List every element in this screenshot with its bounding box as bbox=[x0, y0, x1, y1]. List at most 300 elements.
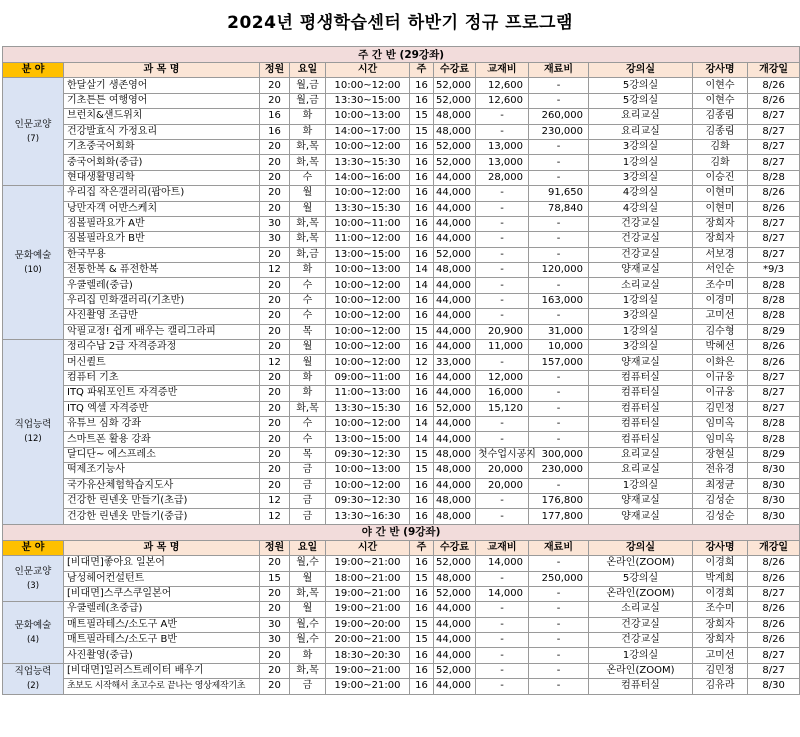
subject-cell: 기초중국어회화 bbox=[64, 139, 260, 154]
category-cell bbox=[3, 78, 64, 186]
tuition-cell: 52,000 bbox=[434, 139, 476, 154]
start-date-cell: 8/30 bbox=[748, 509, 800, 524]
capacity-cell: 20 bbox=[260, 679, 290, 694]
days-cell: 월,금 bbox=[290, 78, 326, 93]
days-cell: 월 bbox=[290, 602, 326, 617]
capacity-cell: 12 bbox=[260, 509, 290, 524]
time-cell: 13:30~15:30 bbox=[326, 401, 410, 416]
days-cell: 수 bbox=[290, 170, 326, 185]
classroom-cell: 요리교실 bbox=[589, 109, 693, 124]
page-title: 2024년 평생학습센터 하반기 정규 프로그램 bbox=[227, 13, 573, 33]
capacity-cell: 20 bbox=[260, 247, 290, 262]
column-header: 수강료 bbox=[434, 63, 476, 78]
tuition-cell: 44,000 bbox=[434, 602, 476, 617]
table-row bbox=[3, 232, 800, 247]
textbook-fee-cell: - bbox=[476, 602, 529, 617]
days-cell: 월,금 bbox=[290, 93, 326, 108]
classroom-cell: 1강의실 bbox=[589, 478, 693, 493]
column-header: 요일 bbox=[290, 63, 326, 78]
tuition-cell: 44,000 bbox=[434, 478, 476, 493]
tuition-cell: 48,000 bbox=[434, 463, 476, 478]
start-date-cell: 8/27 bbox=[748, 216, 800, 231]
table-row bbox=[3, 571, 800, 586]
days-cell: 화,목 bbox=[290, 139, 326, 154]
days-cell: 화,금 bbox=[290, 247, 326, 262]
table-row bbox=[3, 586, 800, 601]
classroom-cell: 3강의실 bbox=[589, 309, 693, 324]
tuition-cell: 44,000 bbox=[434, 648, 476, 663]
instructor-cell: 김성순 bbox=[693, 509, 748, 524]
textbook-fee-cell: 20,900 bbox=[476, 324, 529, 339]
weeks-cell: 16 bbox=[410, 216, 434, 231]
tuition-cell: 48,000 bbox=[434, 571, 476, 586]
time-cell: 18:00~21:00 bbox=[326, 571, 410, 586]
start-date-cell: 8/26 bbox=[748, 93, 800, 108]
weeks-cell: 16 bbox=[410, 370, 434, 385]
table-row bbox=[3, 293, 800, 308]
classroom-cell: 4강의실 bbox=[589, 201, 693, 216]
tuition-cell: 48,000 bbox=[434, 509, 476, 524]
start-date-cell: 8/27 bbox=[748, 370, 800, 385]
subject-cell: 유튜브 심화 강좌 bbox=[64, 416, 260, 431]
time-cell: 19:00~21:00 bbox=[326, 586, 410, 601]
subject-cell: 스마트폰 활용 강좌 bbox=[64, 432, 260, 447]
capacity-cell: 20 bbox=[260, 201, 290, 216]
subject-cell: 짐볼필라요가 B반 bbox=[64, 232, 260, 247]
capacity-cell: 30 bbox=[260, 216, 290, 231]
classroom-cell: 컴퓨터실 bbox=[589, 386, 693, 401]
days-cell: 월 bbox=[290, 571, 326, 586]
table-row bbox=[3, 124, 800, 139]
material-fee-cell: - bbox=[529, 386, 589, 401]
subject-cell: 기초튼튼 여행영어 bbox=[64, 93, 260, 108]
tuition-cell: 44,000 bbox=[434, 201, 476, 216]
weeks-cell: 16 bbox=[410, 386, 434, 401]
capacity-cell: 20 bbox=[260, 293, 290, 308]
tuition-cell: 44,000 bbox=[434, 679, 476, 694]
weeks-cell: 15 bbox=[410, 571, 434, 586]
textbook-fee-cell: - bbox=[476, 633, 529, 648]
instructor-cell: 장희자 bbox=[693, 633, 748, 648]
instructor-cell: 장희자 bbox=[693, 232, 748, 247]
textbook-fee-cell: 14,000 bbox=[476, 586, 529, 601]
days-cell: 수 bbox=[290, 432, 326, 447]
table-row bbox=[3, 201, 800, 216]
weeks-cell: 16 bbox=[410, 401, 434, 416]
textbook-fee-cell: 12,600 bbox=[476, 78, 529, 93]
material-fee-cell: - bbox=[529, 663, 589, 678]
subject-cell: [비대면]좋아요 일본어 bbox=[64, 556, 260, 571]
time-cell: 10:00~12:00 bbox=[326, 416, 410, 431]
time-cell: 10:00~13:00 bbox=[326, 109, 410, 124]
column-header: 분 야 bbox=[3, 540, 64, 555]
classroom-cell: 컴퓨터실 bbox=[589, 679, 693, 694]
material-fee-cell: 78,840 bbox=[529, 201, 589, 216]
textbook-fee-cell: - bbox=[476, 663, 529, 678]
capacity-cell: 20 bbox=[260, 386, 290, 401]
capacity-cell: 20 bbox=[260, 139, 290, 154]
material-fee-cell: - bbox=[529, 78, 589, 93]
classroom-cell: 5강의실 bbox=[589, 93, 693, 108]
material-fee-cell: - bbox=[529, 401, 589, 416]
weeks-cell: 16 bbox=[410, 679, 434, 694]
subject-cell: 한달살기 생존영어 bbox=[64, 78, 260, 93]
days-cell: 화 bbox=[290, 648, 326, 663]
textbook-fee-cell: - bbox=[476, 109, 529, 124]
subject-cell: 남성헤어컨설턴트 bbox=[64, 571, 260, 586]
tuition-cell: 52,000 bbox=[434, 401, 476, 416]
classroom-cell: 컴퓨터실 bbox=[589, 416, 693, 431]
material-fee-cell: 10,000 bbox=[529, 340, 589, 355]
textbook-fee-cell: - bbox=[476, 355, 529, 370]
classroom-cell: 5강의실 bbox=[589, 571, 693, 586]
tuition-cell: 52,000 bbox=[434, 663, 476, 678]
classroom-cell: 온라인(ZOOM) bbox=[589, 556, 693, 571]
table-row bbox=[3, 416, 800, 431]
material-fee-cell: 230,000 bbox=[529, 124, 589, 139]
time-cell: 14:00~17:00 bbox=[326, 124, 410, 139]
instructor-cell: 장희자 bbox=[693, 617, 748, 632]
instructor-cell: 이경희 bbox=[693, 586, 748, 601]
days-cell: 화 bbox=[290, 386, 326, 401]
time-cell: 10:00~12:00 bbox=[326, 309, 410, 324]
time-cell: 10:00~12:00 bbox=[326, 186, 410, 201]
subject-cell: 중국어회화(중급) bbox=[64, 155, 260, 170]
start-date-cell: 8/26 bbox=[748, 355, 800, 370]
subject-cell: 우쿨렐레(초중급) bbox=[64, 602, 260, 617]
instructor-cell: 서보경 bbox=[693, 247, 748, 262]
start-date-cell: 8/28 bbox=[748, 432, 800, 447]
start-date-cell: 8/29 bbox=[748, 324, 800, 339]
weeks-cell: 15 bbox=[410, 617, 434, 632]
classroom-cell: 건강교실 bbox=[589, 617, 693, 632]
table-row bbox=[3, 478, 800, 493]
capacity-cell: 20 bbox=[260, 401, 290, 416]
table-row bbox=[3, 309, 800, 324]
table-row bbox=[3, 139, 800, 154]
start-date-cell: 8/30 bbox=[748, 463, 800, 478]
days-cell: 수 bbox=[290, 416, 326, 431]
days-cell: 월 bbox=[290, 186, 326, 201]
table-row bbox=[3, 432, 800, 447]
textbook-fee-cell: - bbox=[476, 617, 529, 632]
tuition-cell: 48,000 bbox=[434, 263, 476, 278]
textbook-fee-cell: 12,600 bbox=[476, 93, 529, 108]
classroom-cell: 소리교실 bbox=[589, 278, 693, 293]
start-date-cell: 8/26 bbox=[748, 78, 800, 93]
tuition-cell: 44,000 bbox=[434, 216, 476, 231]
capacity-cell: 30 bbox=[260, 232, 290, 247]
subject-cell: 우리집 민화갤러리(기초반) bbox=[64, 293, 260, 308]
textbook-fee-cell: - bbox=[476, 648, 529, 663]
weeks-cell: 16 bbox=[410, 186, 434, 201]
tuition-cell: 44,000 bbox=[434, 386, 476, 401]
tuition-cell: 44,000 bbox=[434, 232, 476, 247]
tuition-cell: 44,000 bbox=[434, 416, 476, 431]
classroom-cell: 건강교실 bbox=[589, 216, 693, 231]
tuition-cell: 48,000 bbox=[434, 109, 476, 124]
capacity-cell: 12 bbox=[260, 355, 290, 370]
capacity-cell: 20 bbox=[260, 170, 290, 185]
time-cell: 10:00~12:00 bbox=[326, 340, 410, 355]
subject-cell: [비대면]스쿠스쿠일본어 bbox=[64, 586, 260, 601]
category-cell bbox=[3, 663, 64, 694]
instructor-cell: 이현미 bbox=[693, 201, 748, 216]
textbook-fee-cell: 20,000 bbox=[476, 478, 529, 493]
column-header: 시간 bbox=[326, 63, 410, 78]
tuition-cell: 44,000 bbox=[434, 432, 476, 447]
weeks-cell: 14 bbox=[410, 263, 434, 278]
instructor-cell: 김화 bbox=[693, 139, 748, 154]
start-date-cell: 8/27 bbox=[748, 155, 800, 170]
capacity-cell: 20 bbox=[260, 432, 290, 447]
column-header: 수강료 bbox=[434, 540, 476, 555]
instructor-cell: 김성순 bbox=[693, 493, 748, 508]
capacity-cell: 20 bbox=[260, 602, 290, 617]
time-cell: 18:30~20:30 bbox=[326, 648, 410, 663]
instructor-cell: 김유라 bbox=[693, 679, 748, 694]
time-cell: 19:00~21:00 bbox=[326, 663, 410, 678]
material-fee-cell: - bbox=[529, 633, 589, 648]
days-cell: 화 bbox=[290, 263, 326, 278]
material-fee-cell: 177,800 bbox=[529, 509, 589, 524]
table-row bbox=[3, 355, 800, 370]
table-row bbox=[3, 617, 800, 632]
material-fee-cell: - bbox=[529, 432, 589, 447]
time-cell: 11:00~13:00 bbox=[326, 386, 410, 401]
textbook-fee-cell: - bbox=[476, 263, 529, 278]
section-header bbox=[3, 47, 800, 63]
days-cell: 화,목 bbox=[290, 586, 326, 601]
time-cell: 13:30~15:00 bbox=[326, 93, 410, 108]
classroom-cell: 요리교실 bbox=[589, 447, 693, 462]
time-cell: 20:00~21:00 bbox=[326, 633, 410, 648]
tuition-cell: 33,000 bbox=[434, 355, 476, 370]
column-header: 강사명 bbox=[693, 540, 748, 555]
start-date-cell: 8/28 bbox=[748, 278, 800, 293]
table-row bbox=[3, 93, 800, 108]
section-title: 야 간 반 (9강좌) bbox=[3, 524, 800, 540]
weeks-cell: 16 bbox=[410, 93, 434, 108]
weeks-cell: 16 bbox=[410, 293, 434, 308]
time-cell: 09:30~12:30 bbox=[326, 493, 410, 508]
instructor-cell: 박계희 bbox=[693, 571, 748, 586]
capacity-cell: 12 bbox=[260, 263, 290, 278]
material-fee-cell: - bbox=[529, 216, 589, 231]
material-fee-cell: - bbox=[529, 247, 589, 262]
time-cell: 10:00~12:00 bbox=[326, 78, 410, 93]
textbook-fee-cell: - bbox=[476, 432, 529, 447]
capacity-cell: 20 bbox=[260, 78, 290, 93]
material-fee-cell: 250,000 bbox=[529, 571, 589, 586]
textbook-fee-cell: - bbox=[476, 278, 529, 293]
category-name: 직업능력 bbox=[14, 418, 52, 430]
time-cell: 19:00~21:00 bbox=[326, 602, 410, 617]
table-row bbox=[3, 648, 800, 663]
weeks-cell: 14 bbox=[410, 432, 434, 447]
capacity-cell: 20 bbox=[260, 186, 290, 201]
capacity-cell: 20 bbox=[260, 416, 290, 431]
table-row bbox=[3, 386, 800, 401]
weeks-cell: 14 bbox=[410, 278, 434, 293]
days-cell: 화,목 bbox=[290, 663, 326, 678]
tuition-cell: 44,000 bbox=[434, 186, 476, 201]
material-fee-cell: 157,000 bbox=[529, 355, 589, 370]
start-date-cell: 8/27 bbox=[748, 232, 800, 247]
days-cell: 금 bbox=[290, 478, 326, 493]
instructor-cell: 김수형 bbox=[693, 324, 748, 339]
classroom-cell: 양재교실 bbox=[589, 493, 693, 508]
instructor-cell: 박혜선 bbox=[693, 340, 748, 355]
subject-cell: ITQ 엑셀 자격증반 bbox=[64, 401, 260, 416]
table-row bbox=[3, 109, 800, 124]
column-header: 요일 bbox=[290, 540, 326, 555]
start-date-cell: 8/27 bbox=[748, 109, 800, 124]
capacity-cell: 16 bbox=[260, 109, 290, 124]
category-cell bbox=[3, 186, 64, 340]
classroom-cell: 요리교실 bbox=[589, 124, 693, 139]
subject-cell: [비대면]일러스트레이터 배우기 bbox=[64, 663, 260, 678]
material-fee-cell: - bbox=[529, 586, 589, 601]
material-fee-cell: - bbox=[529, 155, 589, 170]
days-cell: 월,수 bbox=[290, 633, 326, 648]
time-cell: 10:00~12:00 bbox=[326, 324, 410, 339]
material-fee-cell: - bbox=[529, 478, 589, 493]
material-fee-cell: - bbox=[529, 309, 589, 324]
category-cell bbox=[3, 556, 64, 602]
material-fee-cell: 91,650 bbox=[529, 186, 589, 201]
classroom-cell: 건강교실 bbox=[589, 247, 693, 262]
subject-cell: 초보도 시작해서 초고수로 끝나는 영상제작기초 bbox=[64, 679, 260, 694]
instructor-cell: 고미선 bbox=[693, 648, 748, 663]
weeks-cell: 16 bbox=[410, 340, 434, 355]
capacity-cell: 20 bbox=[260, 340, 290, 355]
material-fee-cell: - bbox=[529, 648, 589, 663]
tuition-cell: 44,000 bbox=[434, 370, 476, 385]
column-header: 재료비 bbox=[529, 540, 589, 555]
subject-cell: 사진촬영 조급반 bbox=[64, 309, 260, 324]
instructor-cell: 이규웅 bbox=[693, 386, 748, 401]
classroom-cell: 컴퓨터실 bbox=[589, 401, 693, 416]
start-date-cell: *9/3 bbox=[748, 263, 800, 278]
weeks-cell: 16 bbox=[410, 509, 434, 524]
textbook-fee-cell: - bbox=[476, 186, 529, 201]
days-cell: 화 bbox=[290, 370, 326, 385]
weeks-cell: 16 bbox=[410, 201, 434, 216]
weeks-cell: 15 bbox=[410, 124, 434, 139]
instructor-cell: 장희자 bbox=[693, 216, 748, 231]
tuition-cell: 52,000 bbox=[434, 586, 476, 601]
instructor-cell: 김종림 bbox=[693, 109, 748, 124]
table-row bbox=[3, 247, 800, 262]
category-cell bbox=[3, 340, 64, 525]
weeks-cell: 16 bbox=[410, 556, 434, 571]
category-cell bbox=[3, 602, 64, 664]
instructor-cell: 이화은 bbox=[693, 355, 748, 370]
column-header: 재료비 bbox=[529, 63, 589, 78]
tuition-cell: 48,000 bbox=[434, 493, 476, 508]
subject-cell: ITQ 파워포인트 자격증반 bbox=[64, 386, 260, 401]
material-fee-cell: - bbox=[529, 278, 589, 293]
subject-cell: 브런치&샌드위치 bbox=[64, 109, 260, 124]
subject-cell: 현대생활명리학 bbox=[64, 170, 260, 185]
subject-cell: 악필교정! 쉽게 배우는 캘리그라피 bbox=[64, 324, 260, 339]
tuition-cell: 44,000 bbox=[434, 293, 476, 308]
classroom-cell: 소리교실 bbox=[589, 602, 693, 617]
textbook-fee-cell: - bbox=[476, 232, 529, 247]
instructor-cell: 전유경 bbox=[693, 463, 748, 478]
textbook-fee-cell: - bbox=[476, 293, 529, 308]
tuition-cell: 52,000 bbox=[434, 247, 476, 262]
start-date-cell: 8/27 bbox=[748, 648, 800, 663]
subject-cell: 머신퀼트 bbox=[64, 355, 260, 370]
subject-cell: 우리집 작은갤러리(팝아트) bbox=[64, 186, 260, 201]
time-cell: 13:30~15:30 bbox=[326, 201, 410, 216]
tuition-cell: 52,000 bbox=[434, 78, 476, 93]
table-row bbox=[3, 216, 800, 231]
textbook-fee-cell: 13,000 bbox=[476, 139, 529, 154]
textbook-fee-cell: - bbox=[476, 416, 529, 431]
start-date-cell: 8/27 bbox=[748, 124, 800, 139]
instructor-cell: 이현수 bbox=[693, 93, 748, 108]
column-header: 정원 bbox=[260, 63, 290, 78]
section-title: 주 간 반 (29강좌) bbox=[3, 47, 800, 63]
time-cell: 13:00~15:00 bbox=[326, 247, 410, 262]
days-cell: 금 bbox=[290, 493, 326, 508]
tuition-cell: 52,000 bbox=[434, 556, 476, 571]
subject-cell: 낭만자객 어반스케치 bbox=[64, 201, 260, 216]
weeks-cell: 16 bbox=[410, 648, 434, 663]
column-header: 시간 bbox=[326, 540, 410, 555]
textbook-fee-cell: 11,000 bbox=[476, 340, 529, 355]
column-header: 강의실 bbox=[589, 63, 693, 78]
subject-cell: 사진촬영(중급) bbox=[64, 648, 260, 663]
capacity-cell: 16 bbox=[260, 124, 290, 139]
time-cell: 10:00~12:00 bbox=[326, 355, 410, 370]
time-cell: 19:00~20:00 bbox=[326, 617, 410, 632]
material-fee-cell: - bbox=[529, 93, 589, 108]
start-date-cell: 8/26 bbox=[748, 617, 800, 632]
instructor-cell: 서인순 bbox=[693, 263, 748, 278]
days-cell: 화,목 bbox=[290, 401, 326, 416]
start-date-cell: 8/30 bbox=[748, 679, 800, 694]
start-date-cell: 8/27 bbox=[748, 663, 800, 678]
days-cell: 월,수 bbox=[290, 556, 326, 571]
classroom-cell: 컴퓨터실 bbox=[589, 370, 693, 385]
tuition-cell: 44,000 bbox=[434, 633, 476, 648]
material-fee-cell: - bbox=[529, 232, 589, 247]
table-row bbox=[3, 155, 800, 170]
start-date-cell: 8/27 bbox=[748, 139, 800, 154]
subject-cell: 건강발효식 가정요리 bbox=[64, 124, 260, 139]
start-date-cell: 8/26 bbox=[748, 571, 800, 586]
material-fee-cell: 230,000 bbox=[529, 463, 589, 478]
table-row bbox=[3, 170, 800, 185]
time-cell: 10:00~12:00 bbox=[326, 293, 410, 308]
subject-cell: 국가유산체험학습지도사 bbox=[64, 478, 260, 493]
classroom-cell: 양재교실 bbox=[589, 263, 693, 278]
tuition-cell: 44,000 bbox=[434, 617, 476, 632]
classroom-cell: 양재교실 bbox=[589, 509, 693, 524]
textbook-fee-cell: - bbox=[476, 247, 529, 262]
subject-cell: 건강한 린넨옷 만들기(초급) bbox=[64, 493, 260, 508]
weeks-cell: 16 bbox=[410, 155, 434, 170]
capacity-cell: 30 bbox=[260, 633, 290, 648]
time-cell: 13:30~16:30 bbox=[326, 509, 410, 524]
category-name: 문화예술 bbox=[14, 619, 52, 631]
category-count: (7) bbox=[26, 133, 40, 144]
capacity-cell: 12 bbox=[260, 493, 290, 508]
